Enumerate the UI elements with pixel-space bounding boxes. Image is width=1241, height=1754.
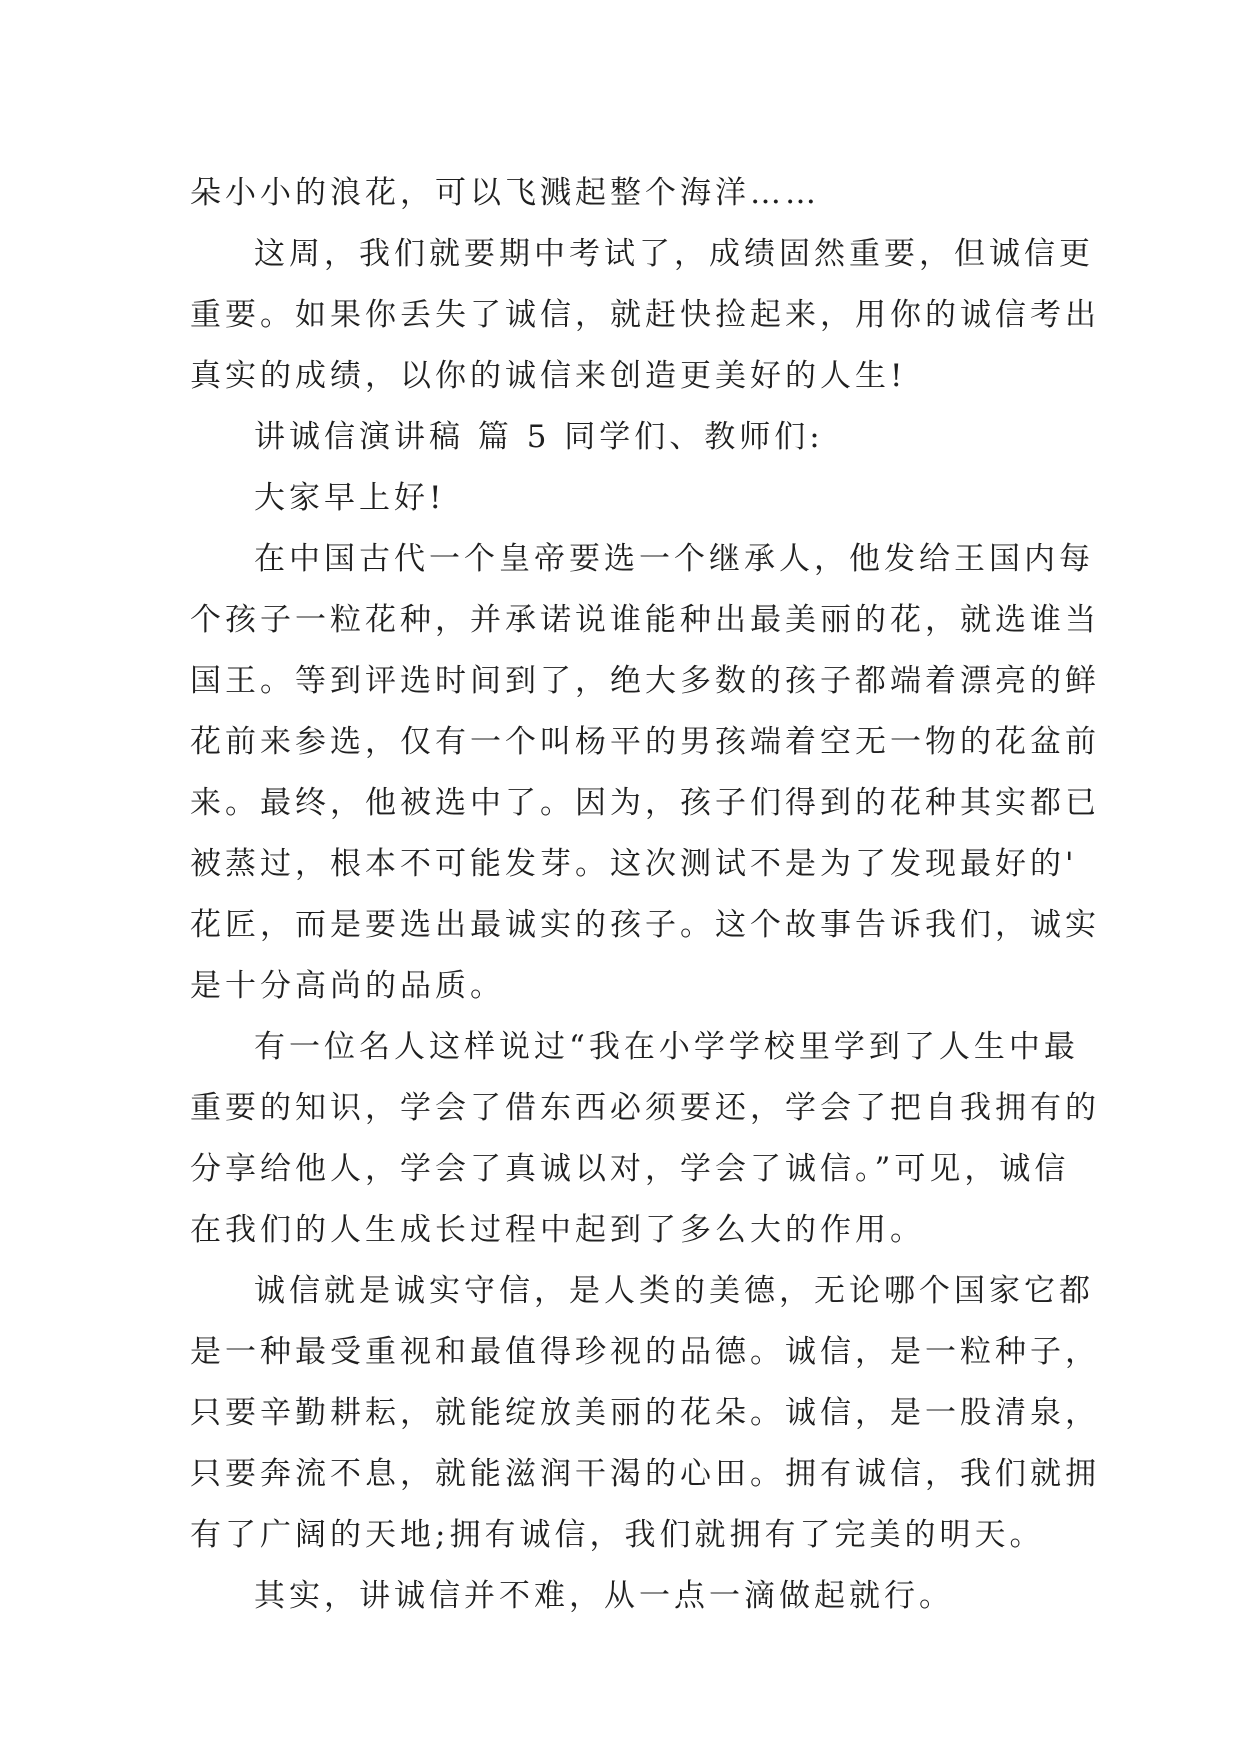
text-line: 在我们的人生成长过程中起到了多么大的作用。: [190, 1212, 925, 1248]
text-line: 花匠，而是要选出最诚实的孩子。这个故事告诉我们，诚实: [190, 907, 1100, 943]
text-line: 个孩子一粒花种，并承诺说谁能种出最美丽的花，就选谁当: [190, 602, 1100, 638]
section-heading: 讲诚信演讲稿 篇 5 同学们、教师们:: [254, 419, 824, 455]
text-line: 花前来参选，仅有一个叫杨平的男孩端着空无一物的花盆前: [190, 724, 1100, 760]
text-line: 是一种最受重视和最值得珍视的品德。诚信，是一粒种子，: [190, 1334, 1100, 1370]
text-line: 重要。如果你丢失了诚信，就赶快捡起来，用你的诚信考出: [190, 297, 1100, 333]
text-line: 有一位名人这样说过“我在小学学校里学到了人生中最: [254, 1029, 1079, 1065]
greeting-line: 大家早上好!: [254, 480, 446, 516]
document-body: [190, 163, 1100, 1627]
text-line: 其实，讲诚信并不难，从一点一滴做起就行。: [254, 1578, 954, 1614]
text-line: 来。最终，他被选中了。因为，孩子们得到的花种其实都已: [190, 785, 1100, 821]
text-line: 诚信就是诚实守信，是人类的美德，无论哪个国家它都: [254, 1273, 1094, 1309]
text-line: 分享给他人，学会了真诚以对，学会了诚信。”可见，诚信: [190, 1151, 1070, 1187]
text-line: 只要奔流不息，就能滋润干渴的心田。拥有诚信，我们就拥: [190, 1456, 1100, 1492]
text-line: 国王。等到评选时间到了，绝大多数的孩子都端着漂亮的鲜: [190, 663, 1100, 699]
text-line: 重要的知识，学会了借东西必须要还，学会了把自我拥有的: [190, 1090, 1100, 1126]
text-line: 这周，我们就要期中考试了，成绩固然重要，但诚信更: [254, 236, 1094, 272]
text-line: 只要辛勤耕耘，就能绽放美丽的花朵。诚信，是一股清泉，: [190, 1395, 1100, 1431]
text-line: 朵小小的浪花，可以飞溅起整个海洋……: [190, 175, 820, 211]
text-line: 是十分高尚的品质。: [190, 968, 505, 1004]
text-line: 真实的成绩，以你的诚信来创造更美好的人生!: [190, 358, 907, 394]
text-line: 有了广阔的天地;拥有诚信，我们就拥有了完美的明天。: [190, 1517, 1045, 1553]
text-line: 被蒸过，根本不可能发芽。这次测试不是为了发现最好的': [190, 846, 1078, 882]
text-line: 在中国古代一个皇帝要选一个继承人，他发给王国内每: [254, 541, 1094, 577]
